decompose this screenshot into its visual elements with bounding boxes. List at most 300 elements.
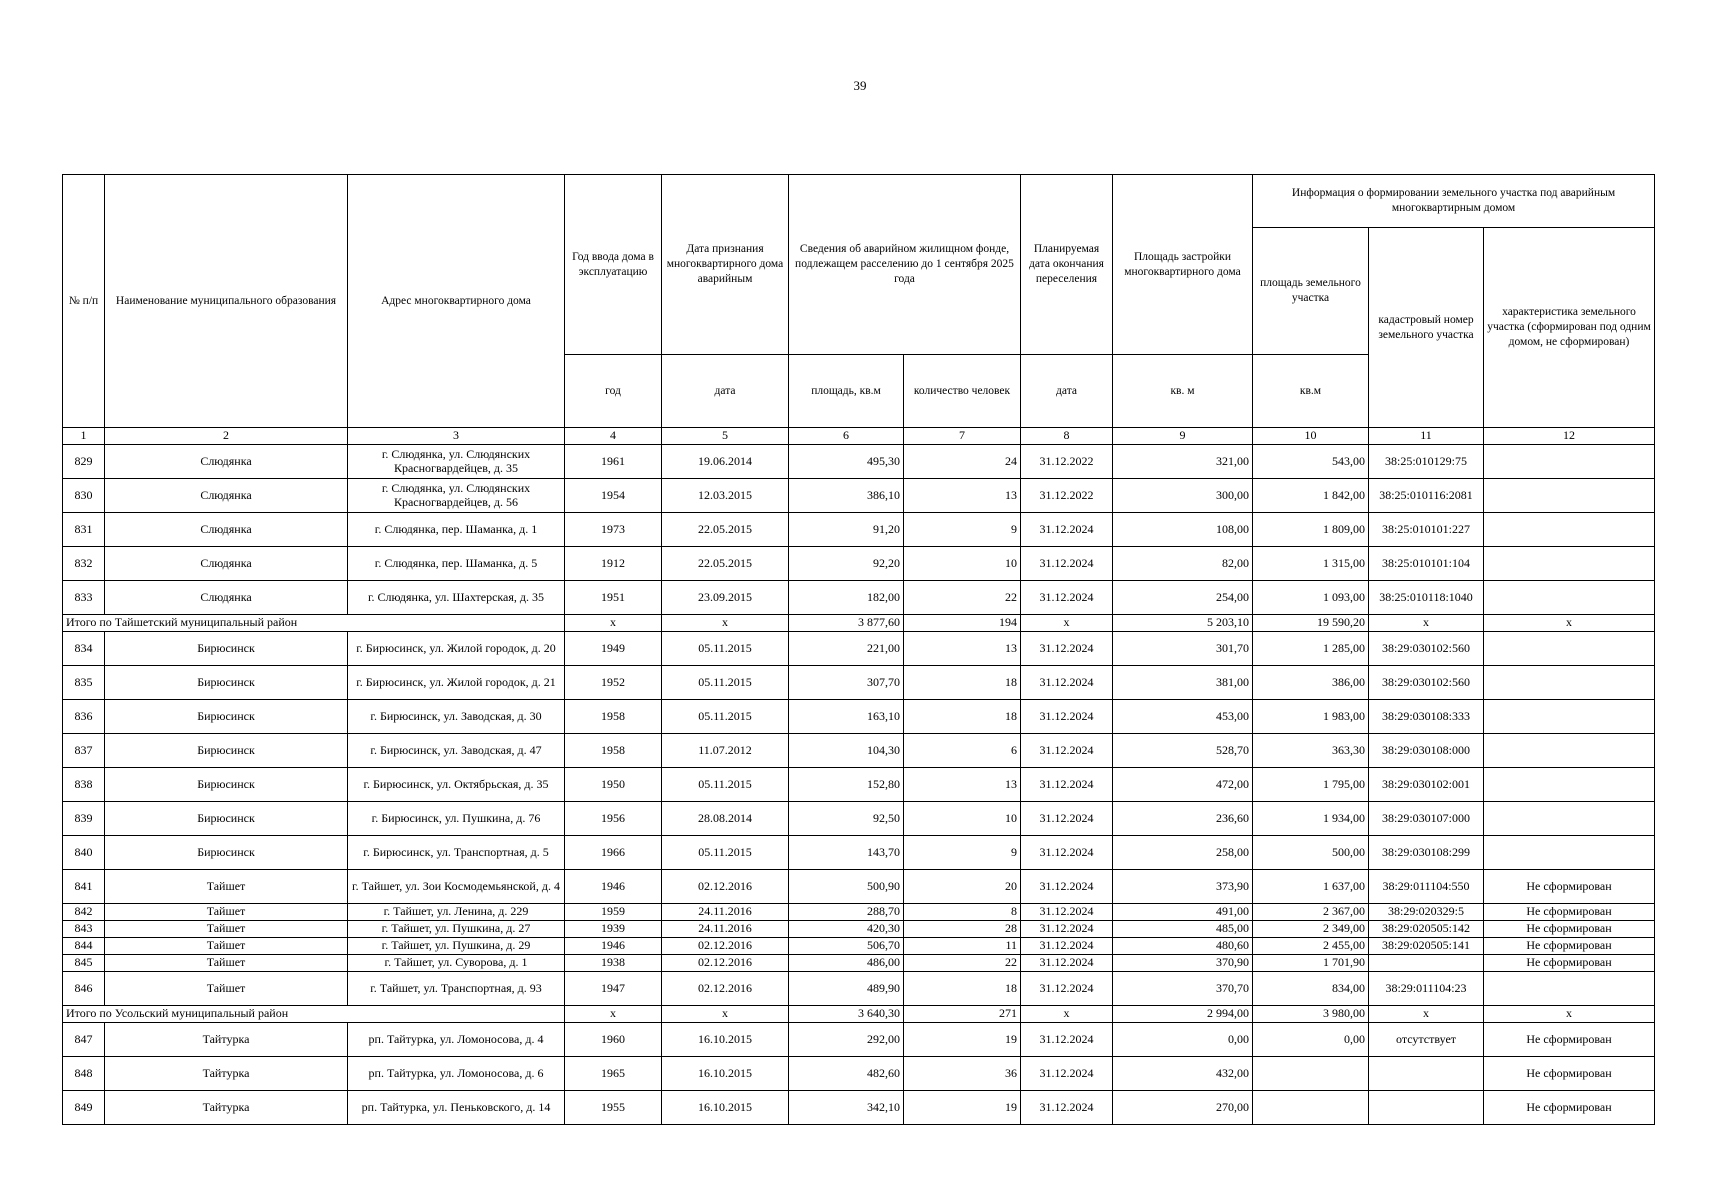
- planned-date-cell: 31.12.2024: [1021, 734, 1113, 768]
- people-cell: 11: [904, 938, 1021, 955]
- planned-date-cell: 31.12.2024: [1021, 1091, 1113, 1125]
- date-cell: 05.11.2015: [662, 632, 789, 666]
- land-area-cell: 1 701,90: [1253, 955, 1369, 972]
- area-cell: 182,00: [789, 581, 904, 615]
- row-number: 847: [63, 1023, 105, 1057]
- year-cell: 1947: [565, 972, 662, 1006]
- column-number: 7: [904, 428, 1021, 445]
- date-cell: 24.11.2016: [662, 921, 789, 938]
- column-number: 11: [1369, 428, 1484, 445]
- column-number: 12: [1484, 428, 1655, 445]
- land-area-cell: 1 934,00: [1253, 802, 1369, 836]
- land-area-cell: 543,00: [1253, 445, 1369, 479]
- column-number: 3: [348, 428, 565, 445]
- total-label: Итого по Тайшетский муниципальный район: [63, 615, 565, 632]
- address-cell: г. Бирюсинск, ул. Заводская, д. 30: [348, 700, 565, 734]
- cadastral-cell: [1369, 955, 1484, 972]
- address-cell: г. Бирюсинск, ул. Заводская, д. 47: [348, 734, 565, 768]
- municipality-cell: Бирюсинск: [105, 836, 348, 870]
- row-number: 845: [63, 955, 105, 972]
- total-people-cell: 194: [904, 615, 1021, 632]
- total-year-cell: х: [565, 615, 662, 632]
- land-area-cell: 2 367,00: [1253, 904, 1369, 921]
- cadastral-cell: 38:29:020505:142: [1369, 921, 1484, 938]
- people-cell: 22: [904, 581, 1021, 615]
- build-area-cell: 491,00: [1113, 904, 1253, 921]
- year-cell: 1949: [565, 632, 662, 666]
- status-cell: [1484, 802, 1655, 836]
- row-number: 830: [63, 479, 105, 513]
- status-cell: Не сформирован: [1484, 955, 1655, 972]
- people-cell: 10: [904, 547, 1021, 581]
- status-cell: [1484, 581, 1655, 615]
- total-year-cell: х: [565, 1006, 662, 1023]
- table-row: [63, 700, 1655, 734]
- year-cell: 1950: [565, 768, 662, 802]
- table-row: [63, 921, 1655, 938]
- table-row: [63, 666, 1655, 700]
- people-cell: 6: [904, 734, 1021, 768]
- land-area-cell: 1 285,00: [1253, 632, 1369, 666]
- status-cell: Не сформирован: [1484, 938, 1655, 955]
- people-cell: 20: [904, 870, 1021, 904]
- address-cell: г. Бирюсинск, ул. Жилой городок, д. 20: [348, 632, 565, 666]
- total-land-area-cell: 3 980,00: [1253, 1006, 1369, 1023]
- build-area-cell: 258,00: [1113, 836, 1253, 870]
- people-cell: 10: [904, 802, 1021, 836]
- address-cell: рп. Тайтурка, ул. Ломоносова, д. 6: [348, 1057, 565, 1091]
- table-row: [63, 734, 1655, 768]
- table-row: [63, 581, 1655, 615]
- total-area-cell: 3 640,30: [789, 1006, 904, 1023]
- date-cell: 24.11.2016: [662, 904, 789, 921]
- cadastral-cell: 38:25:010101:227: [1369, 513, 1484, 547]
- row-number: 844: [63, 938, 105, 955]
- status-cell: [1484, 972, 1655, 1006]
- date-cell: 05.11.2015: [662, 700, 789, 734]
- address-cell: рп. Тайтурка, ул. Пеньковского, д. 14: [348, 1091, 565, 1125]
- land-area-cell: 386,00: [1253, 666, 1369, 700]
- build-area-cell: 254,00: [1113, 581, 1253, 615]
- date-cell: 19.06.2014: [662, 445, 789, 479]
- build-area-cell: 370,70: [1113, 972, 1253, 1006]
- row-number: 834: [63, 632, 105, 666]
- total-cadastral-cell: х: [1369, 1006, 1484, 1023]
- area-cell: 91,20: [789, 513, 904, 547]
- address-cell: г. Слюдянка, пер. Шаманка, д. 5: [348, 547, 565, 581]
- year-cell: 1965: [565, 1057, 662, 1091]
- cadastral-cell: 38:25:010118:1040: [1369, 581, 1484, 615]
- build-area-cell: 108,00: [1113, 513, 1253, 547]
- planned-date-cell: 31.12.2024: [1021, 547, 1113, 581]
- year-cell: 1966: [565, 836, 662, 870]
- total-planned-cell: х: [1021, 1006, 1113, 1023]
- planned-date-cell: 31.12.2024: [1021, 666, 1113, 700]
- status-cell: [1484, 547, 1655, 581]
- area-cell: 104,30: [789, 734, 904, 768]
- column-numbers-row: [63, 428, 1655, 445]
- total-date-cell: х: [662, 615, 789, 632]
- cadastral-cell: [1369, 1091, 1484, 1125]
- build-area-cell: 270,00: [1113, 1091, 1253, 1125]
- table-row: [63, 479, 1655, 513]
- area-cell: 292,00: [789, 1023, 904, 1057]
- year-cell: 1959: [565, 904, 662, 921]
- unit-land-area: кв.м: [1253, 355, 1369, 428]
- total-planned-cell: х: [1021, 615, 1113, 632]
- municipality-cell: Бирюсинск: [105, 734, 348, 768]
- status-cell: Не сформирован: [1484, 1091, 1655, 1125]
- date-cell: 02.12.2016: [662, 955, 789, 972]
- unit-people: количество человек: [904, 355, 1021, 428]
- year-cell: 1955: [565, 1091, 662, 1125]
- date-cell: 16.10.2015: [662, 1023, 789, 1057]
- status-cell: [1484, 513, 1655, 547]
- municipality-cell: Бирюсинск: [105, 768, 348, 802]
- land-area-cell: 1 842,00: [1253, 479, 1369, 513]
- year-cell: 1952: [565, 666, 662, 700]
- people-cell: 22: [904, 955, 1021, 972]
- total-build-area-cell: 5 203,10: [1113, 615, 1253, 632]
- row-number: 849: [63, 1091, 105, 1125]
- date-cell: 12.03.2015: [662, 479, 789, 513]
- date-cell: 23.09.2015: [662, 581, 789, 615]
- total-label: Итого по Усольский муниципальный район: [63, 1006, 565, 1023]
- year-cell: 1912: [565, 547, 662, 581]
- land-area-cell: 1 315,00: [1253, 547, 1369, 581]
- land-area-cell: 1 093,00: [1253, 581, 1369, 615]
- row-number: 843: [63, 921, 105, 938]
- row-number: 837: [63, 734, 105, 768]
- build-area-cell: 381,00: [1113, 666, 1253, 700]
- status-cell: Не сформирован: [1484, 870, 1655, 904]
- planned-date-cell: 31.12.2024: [1021, 836, 1113, 870]
- unit-year: год: [565, 355, 662, 428]
- build-area-cell: 0,00: [1113, 1023, 1253, 1057]
- area-cell: 386,10: [789, 479, 904, 513]
- address-cell: г. Тайшет, ул. Суворова, д. 1: [348, 955, 565, 972]
- municipality-cell: Тайшет: [105, 955, 348, 972]
- address-cell: г. Слюдянка, ул. Слюдянских Красногвардейцев, д. 56: [348, 479, 565, 513]
- planned-date-cell: 31.12.2024: [1021, 972, 1113, 1006]
- status-cell: [1484, 734, 1655, 768]
- date-cell: 02.12.2016: [662, 972, 789, 1006]
- area-cell: 342,10: [789, 1091, 904, 1125]
- column-number: 1: [63, 428, 105, 445]
- build-area-cell: 373,90: [1113, 870, 1253, 904]
- row-number: 841: [63, 870, 105, 904]
- column-number: 4: [565, 428, 662, 445]
- table-row: [63, 955, 1655, 972]
- header-municipality: Наименование муниципального образования: [105, 175, 348, 428]
- people-cell: 24: [904, 445, 1021, 479]
- cadastral-cell: 38:25:010101:104: [1369, 547, 1484, 581]
- table-row: [63, 904, 1655, 921]
- people-cell: 9: [904, 513, 1021, 547]
- land-area-cell: 1 983,00: [1253, 700, 1369, 734]
- area-cell: 506,70: [789, 938, 904, 955]
- row-number: 833: [63, 581, 105, 615]
- table-row: [63, 513, 1655, 547]
- date-cell: 11.07.2012: [662, 734, 789, 768]
- people-cell: 9: [904, 836, 1021, 870]
- address-cell: г. Слюдянка, пер. Шаманка, д. 1: [348, 513, 565, 547]
- planned-date-cell: 31.12.2022: [1021, 445, 1113, 479]
- header-characteristic: характеристика земельного участка (сформирован под одним домом, не сформирован): [1484, 228, 1655, 428]
- table-row: [63, 836, 1655, 870]
- unit-area: площадь, кв.м: [789, 355, 904, 428]
- header-year: Год ввода дома в эксплуатацию: [565, 175, 662, 355]
- row-number: 848: [63, 1057, 105, 1091]
- area-cell: 163,10: [789, 700, 904, 734]
- address-cell: г. Тайшет, ул. Пушкина, д. 29: [348, 938, 565, 955]
- build-area-cell: 480,60: [1113, 938, 1253, 955]
- area-cell: 152,80: [789, 768, 904, 802]
- address-cell: г. Тайшет, ул. Транспортная, д. 93: [348, 972, 565, 1006]
- land-area-cell: 1 637,00: [1253, 870, 1369, 904]
- date-cell: 02.12.2016: [662, 870, 789, 904]
- page-number: 39: [853, 78, 867, 93]
- column-number: 2: [105, 428, 348, 445]
- table-row: [63, 1023, 1655, 1057]
- people-cell: 19: [904, 1091, 1021, 1125]
- header-fund-info: Сведения об аварийном жилищном фонде, подлежащем расселению до 1 сентября 2025 года: [789, 175, 1021, 355]
- municipality-cell: Бирюсинск: [105, 666, 348, 700]
- header-date: Дата признания многоквартирного дома аварийным: [662, 175, 789, 355]
- table-row: [63, 445, 1655, 479]
- table-row: [63, 632, 1655, 666]
- land-area-cell: 500,00: [1253, 836, 1369, 870]
- land-area-cell: 0,00: [1253, 1023, 1369, 1057]
- address-cell: г. Бирюсинск, ул. Жилой городок, д. 21: [348, 666, 565, 700]
- year-cell: 1961: [565, 445, 662, 479]
- people-cell: 18: [904, 972, 1021, 1006]
- municipality-cell: Тайшет: [105, 972, 348, 1006]
- year-cell: 1951: [565, 581, 662, 615]
- planned-date-cell: 31.12.2024: [1021, 938, 1113, 955]
- date-cell: 22.05.2015: [662, 513, 789, 547]
- municipality-cell: Тайтурка: [105, 1091, 348, 1125]
- date-cell: 22.05.2015: [662, 547, 789, 581]
- build-area-cell: 301,70: [1113, 632, 1253, 666]
- land-area-cell: 834,00: [1253, 972, 1369, 1006]
- status-cell: Не сформирован: [1484, 904, 1655, 921]
- table-row: [63, 870, 1655, 904]
- column-number: 6: [789, 428, 904, 445]
- planned-date-cell: 31.12.2024: [1021, 955, 1113, 972]
- column-number: 8: [1021, 428, 1113, 445]
- municipality-cell: Бирюсинск: [105, 700, 348, 734]
- table-row: [63, 802, 1655, 836]
- date-cell: 16.10.2015: [662, 1057, 789, 1091]
- row-number: 829: [63, 445, 105, 479]
- year-cell: 1956: [565, 802, 662, 836]
- area-cell: 486,00: [789, 955, 904, 972]
- cadastral-cell: 38:29:030108:333: [1369, 700, 1484, 734]
- table-row: [63, 547, 1655, 581]
- area-cell: 489,90: [789, 972, 904, 1006]
- people-cell: 13: [904, 768, 1021, 802]
- municipality-cell: Тайтурка: [105, 1023, 348, 1057]
- municipality-cell: Слюдянка: [105, 513, 348, 547]
- area-cell: 92,20: [789, 547, 904, 581]
- row-number: 831: [63, 513, 105, 547]
- total-date-cell: х: [662, 1006, 789, 1023]
- people-cell: 13: [904, 479, 1021, 513]
- area-cell: 495,30: [789, 445, 904, 479]
- status-cell: Не сформирован: [1484, 1023, 1655, 1057]
- status-cell: [1484, 479, 1655, 513]
- people-cell: 13: [904, 632, 1021, 666]
- table-row: [63, 1057, 1655, 1091]
- year-cell: 1958: [565, 734, 662, 768]
- cadastral-cell: 38:29:030102:560: [1369, 666, 1484, 700]
- header-cadastral: кадастровый номер земельного участка: [1369, 228, 1484, 428]
- planned-date-cell: 31.12.2024: [1021, 632, 1113, 666]
- municipality-cell: Тайшет: [105, 921, 348, 938]
- cadastral-cell: 38:29:030108:000: [1369, 734, 1484, 768]
- header-land-info: Информация о формировании земельного участка под аварийным многоквартирным домом: [1253, 175, 1655, 228]
- area-cell: 288,70: [789, 904, 904, 921]
- cadastral-cell: 38:29:020505:141: [1369, 938, 1484, 955]
- date-cell: 02.12.2016: [662, 938, 789, 955]
- people-cell: 18: [904, 666, 1021, 700]
- cadastral-cell: отсутствует: [1369, 1023, 1484, 1057]
- people-cell: 28: [904, 921, 1021, 938]
- planned-date-cell: 31.12.2024: [1021, 870, 1113, 904]
- relocation-table: [62, 174, 1655, 1125]
- municipality-cell: Слюдянка: [105, 547, 348, 581]
- row-number: 840: [63, 836, 105, 870]
- header-land-area: площадь земельного участка: [1253, 228, 1369, 355]
- land-area-cell: [1253, 1057, 1369, 1091]
- row-number: 839: [63, 802, 105, 836]
- column-number: 5: [662, 428, 789, 445]
- municipality-cell: Тайтурка: [105, 1057, 348, 1091]
- area-cell: 92,50: [789, 802, 904, 836]
- address-cell: г. Тайшет, ул. Пушкина, д. 27: [348, 921, 565, 938]
- build-area-cell: 321,00: [1113, 445, 1253, 479]
- date-cell: 16.10.2015: [662, 1091, 789, 1125]
- cadastral-cell: 38:29:030102:560: [1369, 632, 1484, 666]
- address-cell: г. Бирюсинск, ул. Октябрьская, д. 35: [348, 768, 565, 802]
- year-cell: 1973: [565, 513, 662, 547]
- municipality-cell: Слюдянка: [105, 479, 348, 513]
- people-cell: 18: [904, 700, 1021, 734]
- row-number: 836: [63, 700, 105, 734]
- address-cell: г. Тайшет, ул. Зои Космодемьянской, д. 4: [348, 870, 565, 904]
- area-cell: 500,90: [789, 870, 904, 904]
- planned-date-cell: 31.12.2024: [1021, 904, 1113, 921]
- people-cell: 36: [904, 1057, 1021, 1091]
- total-row: [63, 1006, 1655, 1023]
- status-cell: [1484, 836, 1655, 870]
- date-cell: 05.11.2015: [662, 666, 789, 700]
- cadastral-cell: [1369, 1057, 1484, 1091]
- area-cell: 143,70: [789, 836, 904, 870]
- land-area-cell: 2 349,00: [1253, 921, 1369, 938]
- total-people-cell: 271: [904, 1006, 1021, 1023]
- cadastral-cell: 38:25:010116:2081: [1369, 479, 1484, 513]
- unit-date: дата: [662, 355, 789, 428]
- date-cell: 05.11.2015: [662, 836, 789, 870]
- planned-date-cell: 31.12.2024: [1021, 768, 1113, 802]
- status-cell: [1484, 768, 1655, 802]
- people-cell: 19: [904, 1023, 1021, 1057]
- year-cell: 1946: [565, 870, 662, 904]
- land-area-cell: 1 795,00: [1253, 768, 1369, 802]
- planned-date-cell: 31.12.2024: [1021, 1057, 1113, 1091]
- total-build-area-cell: 2 994,00: [1113, 1006, 1253, 1023]
- status-cell: [1484, 632, 1655, 666]
- area-cell: 482,60: [789, 1057, 904, 1091]
- build-area-cell: 236,60: [1113, 802, 1253, 836]
- people-cell: 8: [904, 904, 1021, 921]
- total-land-area-cell: 19 590,20: [1253, 615, 1369, 632]
- municipality-cell: Тайшет: [105, 938, 348, 955]
- status-cell: Не сформирован: [1484, 921, 1655, 938]
- total-area-cell: 3 877,60: [789, 615, 904, 632]
- planned-date-cell: 31.12.2024: [1021, 1023, 1113, 1057]
- municipality-cell: Слюдянка: [105, 445, 348, 479]
- build-area-cell: 432,00: [1113, 1057, 1253, 1091]
- column-number: 9: [1113, 428, 1253, 445]
- row-number: 846: [63, 972, 105, 1006]
- land-area-cell: 1 809,00: [1253, 513, 1369, 547]
- planned-date-cell: 31.12.2024: [1021, 581, 1113, 615]
- address-cell: г. Тайшет, ул. Ленина, д. 229: [348, 904, 565, 921]
- table-row: [63, 1091, 1655, 1125]
- row-number: 832: [63, 547, 105, 581]
- planned-date-cell: 31.12.2024: [1021, 700, 1113, 734]
- planned-date-cell: 31.12.2024: [1021, 921, 1113, 938]
- address-cell: г. Слюдянка, ул. Слюдянских Красногвардейцев, д. 35: [348, 445, 565, 479]
- cadastral-cell: 38:29:011104:23: [1369, 972, 1484, 1006]
- land-area-cell: 2 455,00: [1253, 938, 1369, 955]
- planned-date-cell: 31.12.2024: [1021, 513, 1113, 547]
- cadastral-cell: 38:25:010129:75: [1369, 445, 1484, 479]
- area-cell: 307,70: [789, 666, 904, 700]
- table-row: [63, 768, 1655, 802]
- table-body: [63, 428, 1655, 1125]
- cadastral-cell: 38:29:020329:5: [1369, 904, 1484, 921]
- municipality-cell: Тайшет: [105, 904, 348, 921]
- date-cell: 05.11.2015: [662, 768, 789, 802]
- unit-planned-date: дата: [1021, 355, 1113, 428]
- year-cell: 1954: [565, 479, 662, 513]
- cadastral-cell: 38:29:030107:000: [1369, 802, 1484, 836]
- address-cell: г. Бирюсинск, ул. Транспортная, д. 5: [348, 836, 565, 870]
- total-status-cell: х: [1484, 1006, 1655, 1023]
- year-cell: 1938: [565, 955, 662, 972]
- unit-build-area: кв. м: [1113, 355, 1253, 428]
- header-planned-date: Планируемая дата окончания переселения: [1021, 175, 1113, 355]
- address-cell: г. Слюдянка, ул. Шахтерская, д. 35: [348, 581, 565, 615]
- row-number: 838: [63, 768, 105, 802]
- total-cadastral-cell: х: [1369, 615, 1484, 632]
- planned-date-cell: 31.12.2022: [1021, 479, 1113, 513]
- municipality-cell: Бирюсинск: [105, 802, 348, 836]
- cadastral-cell: 38:29:030102:001: [1369, 768, 1484, 802]
- header-num: № п/п: [63, 175, 105, 428]
- table-row: [63, 938, 1655, 955]
- table-row: [63, 972, 1655, 1006]
- build-area-cell: 300,00: [1113, 479, 1253, 513]
- status-cell: [1484, 700, 1655, 734]
- cadastral-cell: 38:29:030108:299: [1369, 836, 1484, 870]
- year-cell: 1939: [565, 921, 662, 938]
- year-cell: 1946: [565, 938, 662, 955]
